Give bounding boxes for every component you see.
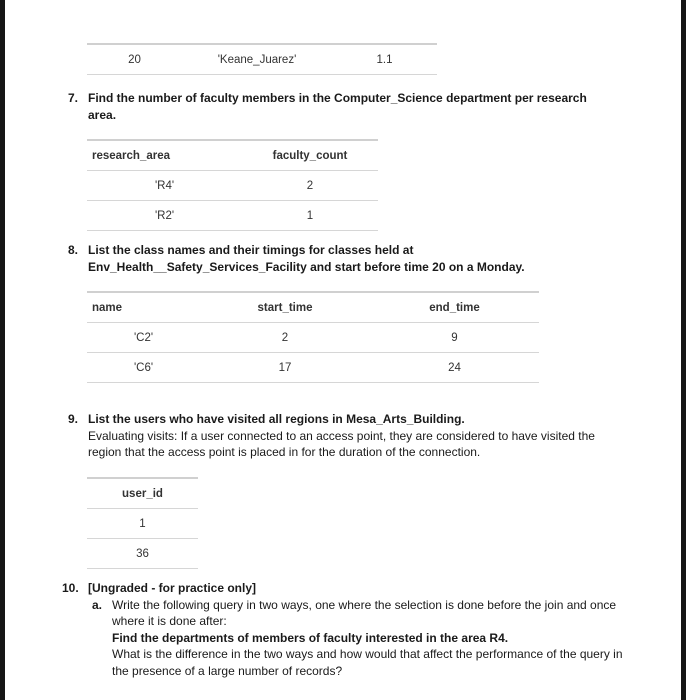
question-text-line-1: List the class names and their timings for classes held at	[88, 243, 414, 257]
question-title: List the users who have visited all regions in Mesa_Arts_Building.	[88, 412, 465, 426]
left-page-edge	[0, 0, 5, 700]
sub-question-followup: What is the difference in the two ways and how would that affect the performance of the query in the presence of a large number of records?	[112, 647, 623, 678]
table-cell: 1	[242, 201, 378, 231]
sub-question-text	[112, 597, 628, 680]
question-number: 8.	[68, 243, 79, 257]
sub-question-a	[88, 597, 628, 680]
table-cell: 'C2'	[87, 323, 200, 353]
question-text-line-2: Env_Health__Safety_Services_Facility and start before time 20 on a Monday.	[88, 259, 525, 274]
table-cell: 'C6'	[87, 353, 200, 383]
table-row	[87, 44, 437, 75]
question-number: 9.	[68, 412, 79, 426]
table-row	[87, 353, 539, 383]
table-header-row	[87, 478, 198, 509]
question-8	[68, 242, 628, 275]
table-cell: 17	[200, 353, 370, 383]
question-number: 10.	[62, 581, 79, 595]
question-10	[62, 580, 628, 679]
top-result-table	[87, 43, 437, 75]
table-cell: 2	[242, 171, 378, 201]
column-header: research_area	[87, 140, 242, 171]
table-row	[87, 171, 378, 201]
question-note: Evaluating visits: If a user connected to an access point, they are considered to have visited the region that the access point is placed in for the duration of the connection.	[88, 428, 595, 459]
table-cell: 2	[200, 323, 370, 353]
column-header: start_time	[200, 292, 370, 323]
table-cell: 20	[87, 44, 182, 75]
table-cell: 'R2'	[87, 201, 242, 231]
q9-result-table	[87, 477, 198, 569]
sub-question-bold-line: Find the departments of members of faculty interested in the area R4.	[112, 630, 509, 645]
sub-question-instructions: Write the following query in two ways, one where the selection is done before the join and once where it is done after:	[112, 597, 617, 628]
table-row	[87, 323, 539, 353]
q7-result-table	[87, 139, 378, 231]
right-page-edge	[681, 0, 686, 700]
table-cell: 24	[370, 353, 539, 383]
table-cell: 36	[87, 539, 198, 569]
sub-question-label: a.	[92, 597, 103, 612]
table-header-row	[87, 292, 539, 323]
column-header: name	[87, 292, 200, 323]
column-header: faculty_count	[242, 140, 378, 171]
table-row	[87, 539, 198, 569]
question-text: Find the number of faculty members in the Computer_Science department per research area.	[88, 91, 587, 122]
column-header: end_time	[370, 292, 539, 323]
table-cell: 'R4'	[87, 171, 242, 201]
table-cell: 9	[370, 323, 539, 353]
table-cell: 1	[87, 509, 198, 539]
table-header-row	[87, 140, 378, 171]
table-row	[87, 509, 198, 539]
question-number: 7.	[68, 91, 79, 105]
q8-result-table	[87, 291, 539, 383]
question-title: [Ungraded - for practice only]	[88, 581, 257, 595]
question-7	[68, 90, 613, 123]
table-cell: 1.1	[332, 44, 437, 75]
question-9	[68, 411, 628, 461]
table-row	[87, 201, 378, 231]
column-header: user_id	[87, 478, 198, 509]
table-cell: 'Keane_Juarez'	[182, 44, 332, 75]
